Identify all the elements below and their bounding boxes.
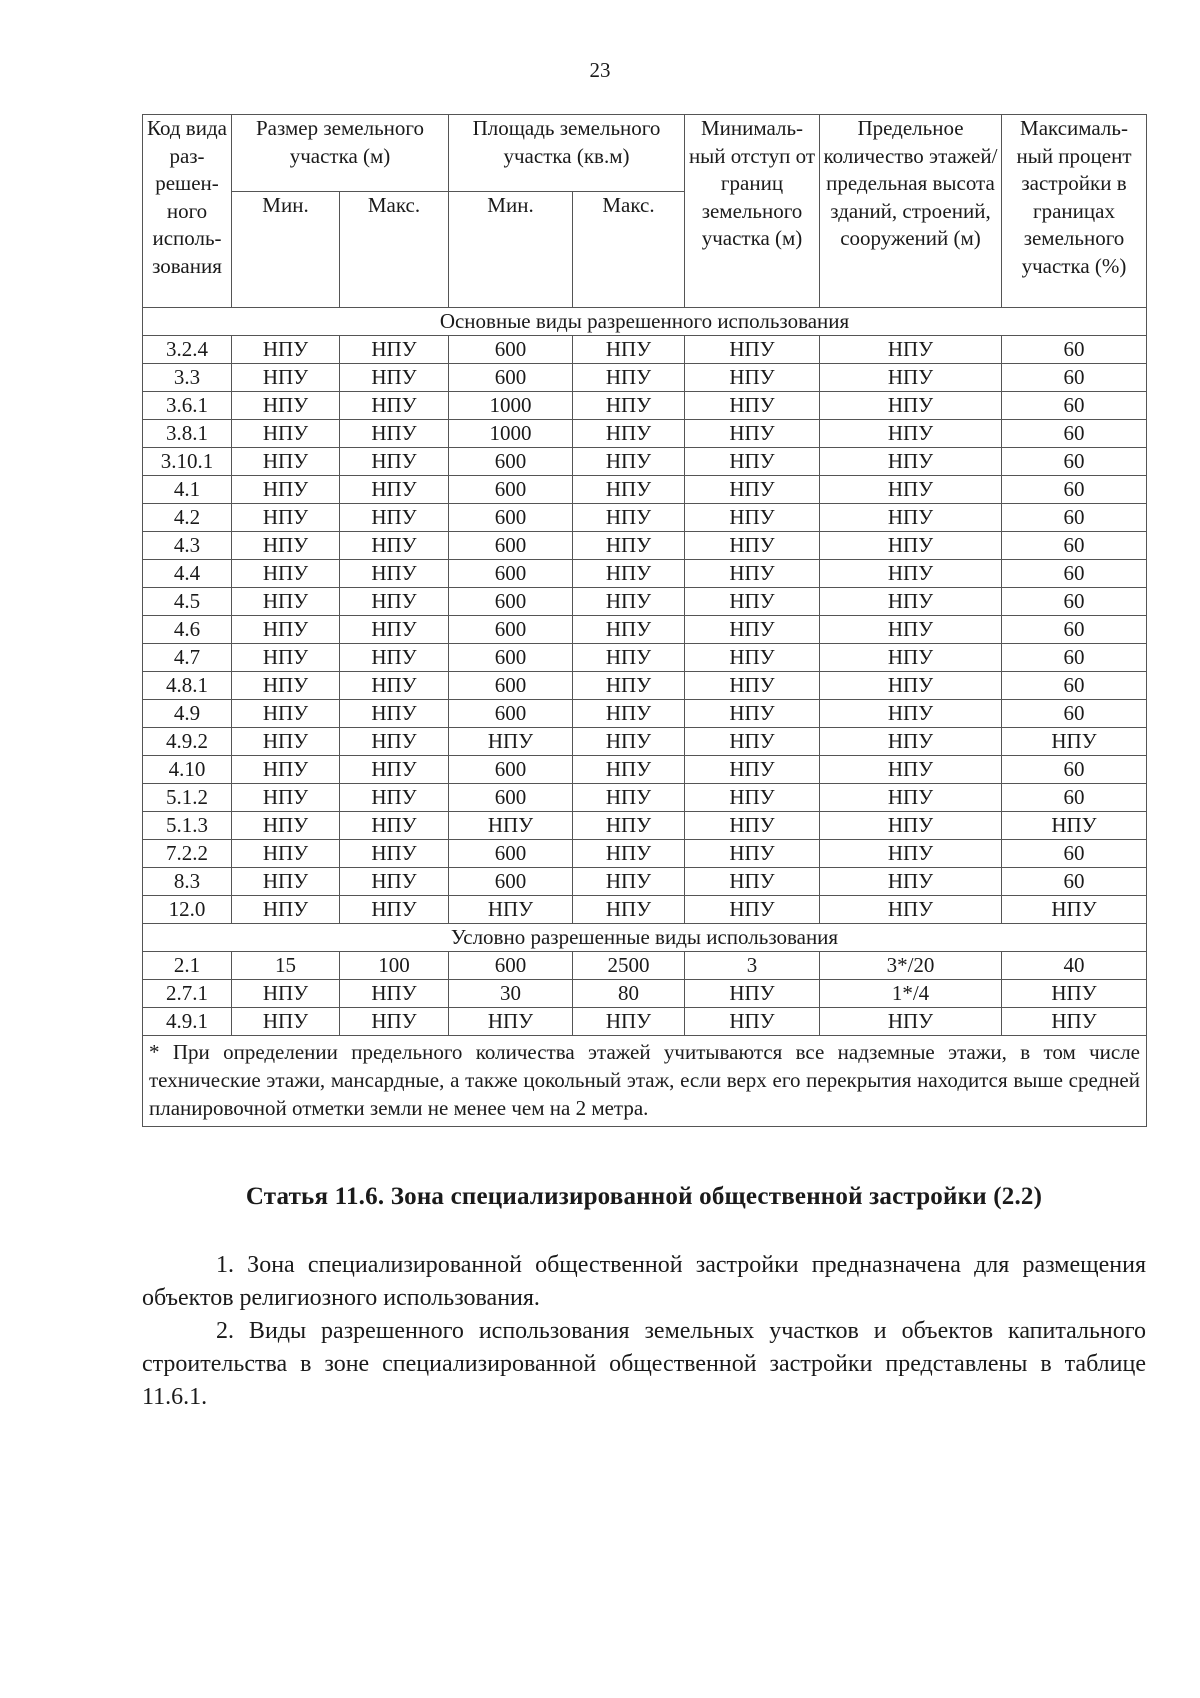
cell-size-max: НПУ xyxy=(340,672,449,700)
cell-area-min: 1000 xyxy=(449,420,573,448)
cell-floors: НПУ xyxy=(820,364,1002,392)
cell-area-max: 80 xyxy=(573,980,685,1008)
cell-coverage: 60 xyxy=(1002,784,1147,812)
cell-size-min: НПУ xyxy=(232,1008,340,1036)
table-row xyxy=(143,644,1147,672)
cell-setback: НПУ xyxy=(685,644,820,672)
cell-code: 5.1.3 xyxy=(143,812,232,840)
cell-size-min: 15 xyxy=(232,952,340,980)
cell-area-min: 1000 xyxy=(449,392,573,420)
cell-setback: НПУ xyxy=(685,700,820,728)
cell-size-min: НПУ xyxy=(232,532,340,560)
cell-coverage: 60 xyxy=(1002,420,1147,448)
cell-setback: НПУ xyxy=(685,448,820,476)
cell-floors: НПУ xyxy=(820,840,1002,868)
cell-code: 2.1 xyxy=(143,952,232,980)
cell-coverage: 60 xyxy=(1002,392,1147,420)
cell-setback: НПУ xyxy=(685,672,820,700)
cell-area-max: НПУ xyxy=(573,812,685,840)
cell-size-min: НПУ xyxy=(232,420,340,448)
cell-area-min: 600 xyxy=(449,448,573,476)
cell-area-max: НПУ xyxy=(573,728,685,756)
cell-floors: НПУ xyxy=(820,504,1002,532)
cell-code: 4.2 xyxy=(143,504,232,532)
cell-setback: НПУ xyxy=(685,784,820,812)
cell-area-min: 600 xyxy=(449,868,573,896)
cell-setback: НПУ xyxy=(685,728,820,756)
cell-code: 3.10.1 xyxy=(143,448,232,476)
header-plot-area: Площадь земельного участка (кв.м) xyxy=(449,115,685,192)
cell-coverage: 60 xyxy=(1002,700,1147,728)
cell-floors: НПУ xyxy=(820,336,1002,364)
header-max-floors: Предельное количество этажей/ предельная высота зданий, строений, сооружений (м) xyxy=(820,115,1002,308)
cell-code: 4.6 xyxy=(143,616,232,644)
cell-floors: 3*/20 xyxy=(820,952,1002,980)
cell-floors: НПУ xyxy=(820,812,1002,840)
table-body xyxy=(143,308,1147,336)
cell-size-min: НПУ xyxy=(232,476,340,504)
cell-floors: НПУ xyxy=(820,644,1002,672)
cell-code: 4.9.1 xyxy=(143,1008,232,1036)
cell-area-min: 600 xyxy=(449,504,573,532)
cell-floors: НПУ xyxy=(820,420,1002,448)
cell-setback: НПУ xyxy=(685,364,820,392)
cell-size-min: НПУ xyxy=(232,756,340,784)
table-row xyxy=(143,756,1147,784)
cell-coverage: 60 xyxy=(1002,868,1147,896)
cell-size-min: НПУ xyxy=(232,728,340,756)
header-area-max: Макс. xyxy=(573,192,685,308)
cell-area-min: 600 xyxy=(449,364,573,392)
cell-size-min: НПУ xyxy=(232,392,340,420)
paragraph-1: 1. Зона специализированной общественной застройки предназначена для размещения объектов религиозного использования. xyxy=(142,1252,1146,1311)
section-main-uses: Основные виды разрешенного использования xyxy=(143,308,1147,336)
cell-size-max: НПУ xyxy=(340,588,449,616)
table-row xyxy=(143,784,1147,812)
cell-setback: НПУ xyxy=(685,476,820,504)
cell-size-max: НПУ xyxy=(340,1008,449,1036)
cell-size-min: НПУ xyxy=(232,588,340,616)
cell-code: 4.4 xyxy=(143,560,232,588)
cell-floors: НПУ xyxy=(820,896,1002,924)
cell-coverage: 60 xyxy=(1002,616,1147,644)
cell-size-max: НПУ xyxy=(340,868,449,896)
cell-coverage: 60 xyxy=(1002,532,1147,560)
cell-code: 3.2.4 xyxy=(143,336,232,364)
cell-coverage: 60 xyxy=(1002,448,1147,476)
cell-size-max: НПУ xyxy=(340,392,449,420)
cell-code: 4.9.2 xyxy=(143,728,232,756)
cell-code: 4.8.1 xyxy=(143,672,232,700)
cell-size-max: НПУ xyxy=(340,336,449,364)
cell-area-max: НПУ xyxy=(573,392,685,420)
cell-size-max: НПУ xyxy=(340,980,449,1008)
cell-setback: НПУ xyxy=(685,868,820,896)
header-size-max: Макс. xyxy=(340,192,449,308)
cell-area-min: 600 xyxy=(449,756,573,784)
cell-setback: НПУ xyxy=(685,896,820,924)
cell-size-min: НПУ xyxy=(232,840,340,868)
cell-setback: НПУ xyxy=(685,840,820,868)
cell-code: 4.10 xyxy=(143,756,232,784)
cell-area-max: НПУ xyxy=(573,644,685,672)
cell-size-min: НПУ xyxy=(232,672,340,700)
cell-coverage: НПУ xyxy=(1002,728,1147,756)
cell-size-min: НПУ xyxy=(232,616,340,644)
cell-floors: НПУ xyxy=(820,756,1002,784)
paragraph-2: 2. Виды разрешенного использования земельных участков и объектов капитального строительства в зоне специализированной общественной застройки представлены в таблице 11.6.1. xyxy=(142,1318,1146,1410)
table-row xyxy=(143,672,1147,700)
cell-setback: НПУ xyxy=(685,756,820,784)
cell-size-max: НПУ xyxy=(340,784,449,812)
cell-code: 4.1 xyxy=(143,476,232,504)
cell-area-max: НПУ xyxy=(573,448,685,476)
cell-size-max: НПУ xyxy=(340,504,449,532)
cell-area-min: 600 xyxy=(449,476,573,504)
cell-size-min: НПУ xyxy=(232,784,340,812)
cell-area-max: НПУ xyxy=(573,616,685,644)
cell-setback: НПУ xyxy=(685,588,820,616)
cell-floors: НПУ xyxy=(820,868,1002,896)
table-row xyxy=(143,532,1147,560)
cell-setback: НПУ xyxy=(685,532,820,560)
cell-size-min: НПУ xyxy=(232,504,340,532)
cell-area-max: НПУ xyxy=(573,504,685,532)
cell-size-max: НПУ xyxy=(340,420,449,448)
cell-floors: НПУ xyxy=(820,588,1002,616)
cell-area-min: НПУ xyxy=(449,1008,573,1036)
table-footnote-body xyxy=(143,1036,1147,1127)
table-header xyxy=(143,115,1147,308)
cell-size-min: НПУ xyxy=(232,336,340,364)
cell-size-min: НПУ xyxy=(232,868,340,896)
cell-coverage: НПУ xyxy=(1002,1008,1147,1036)
cell-coverage: НПУ xyxy=(1002,980,1147,1008)
cell-size-max: НПУ xyxy=(340,560,449,588)
cell-size-min: НПУ xyxy=(232,700,340,728)
cell-coverage: 60 xyxy=(1002,756,1147,784)
rows-conditional xyxy=(143,952,1147,1036)
cell-size-min: НПУ xyxy=(232,448,340,476)
cell-size-max: НПУ xyxy=(340,532,449,560)
cell-area-min: 600 xyxy=(449,532,573,560)
cell-code: 2.7.1 xyxy=(143,980,232,1008)
cell-area-max: НПУ xyxy=(573,700,685,728)
table-row xyxy=(143,476,1147,504)
cell-setback: НПУ xyxy=(685,504,820,532)
cell-floors: НПУ xyxy=(820,560,1002,588)
cell-setback: НПУ xyxy=(685,980,820,1008)
table-row xyxy=(143,840,1147,868)
cell-setback: НПУ xyxy=(685,560,820,588)
cell-code: 4.7 xyxy=(143,644,232,672)
cell-area-max: НПУ xyxy=(573,532,685,560)
cell-size-max: НПУ xyxy=(340,448,449,476)
cell-coverage: 60 xyxy=(1002,364,1147,392)
cell-area-min: 600 xyxy=(449,616,573,644)
cell-size-max: НПУ xyxy=(340,840,449,868)
cell-coverage: 60 xyxy=(1002,588,1147,616)
cell-area-max: НПУ xyxy=(573,868,685,896)
cell-coverage: 60 xyxy=(1002,504,1147,532)
cell-coverage: НПУ xyxy=(1002,812,1147,840)
cell-code: 8.3 xyxy=(143,868,232,896)
cell-area-max: НПУ xyxy=(573,784,685,812)
table-row xyxy=(143,560,1147,588)
cell-code: 3.6.1 xyxy=(143,392,232,420)
table-row xyxy=(143,448,1147,476)
cell-floors: НПУ xyxy=(820,784,1002,812)
cell-area-max: НПУ xyxy=(573,364,685,392)
cell-area-min: НПУ xyxy=(449,812,573,840)
table-row xyxy=(143,868,1147,896)
cell-coverage: 60 xyxy=(1002,476,1147,504)
cell-size-max: НПУ xyxy=(340,896,449,924)
cell-size-max: НПУ xyxy=(340,476,449,504)
cell-size-min: НПУ xyxy=(232,644,340,672)
table-row xyxy=(143,364,1147,392)
cell-floors: НПУ xyxy=(820,532,1002,560)
cell-coverage: 60 xyxy=(1002,672,1147,700)
cell-coverage: НПУ xyxy=(1002,896,1147,924)
cell-size-min: НПУ xyxy=(232,560,340,588)
cell-area-min: НПУ xyxy=(449,728,573,756)
cell-area-min: 600 xyxy=(449,952,573,980)
cell-area-max: НПУ xyxy=(573,672,685,700)
cell-floors: НПУ xyxy=(820,448,1002,476)
cell-area-min: 600 xyxy=(449,336,573,364)
cell-area-max: НПУ xyxy=(573,840,685,868)
cell-area-max: НПУ xyxy=(573,560,685,588)
cell-area-max: НПУ xyxy=(573,420,685,448)
cell-coverage: 60 xyxy=(1002,336,1147,364)
cell-code: 7.2.2 xyxy=(143,840,232,868)
table-row xyxy=(143,1008,1147,1036)
table-row xyxy=(143,952,1147,980)
cell-floors: НПУ xyxy=(820,392,1002,420)
cell-area-min: 600 xyxy=(449,700,573,728)
cell-size-min: НПУ xyxy=(232,364,340,392)
cell-size-min: НПУ xyxy=(232,812,340,840)
table-row xyxy=(143,980,1147,1008)
table-row xyxy=(143,700,1147,728)
cell-setback: НПУ xyxy=(685,336,820,364)
header-size-min: Мин. xyxy=(232,192,340,308)
cell-size-min: НПУ xyxy=(232,980,340,1008)
table-row xyxy=(143,812,1147,840)
cell-floors: НПУ xyxy=(820,1008,1002,1036)
table-row xyxy=(143,588,1147,616)
page-number: 23 xyxy=(589,58,611,82)
land-use-parameters-table xyxy=(142,114,1147,1127)
cell-area-max: НПУ xyxy=(573,896,685,924)
cell-size-max: 100 xyxy=(340,952,449,980)
cell-area-max: НПУ xyxy=(573,756,685,784)
cell-setback: НПУ xyxy=(685,392,820,420)
cell-coverage: 60 xyxy=(1002,560,1147,588)
cell-setback: НПУ xyxy=(685,616,820,644)
cell-size-max: НПУ xyxy=(340,616,449,644)
cell-code: 4.5 xyxy=(143,588,232,616)
cell-area-min: 600 xyxy=(449,840,573,868)
header-code: Код вида раз-решен-ного исполь-зования xyxy=(143,115,232,308)
cell-floors: НПУ xyxy=(820,616,1002,644)
table-body-conditional xyxy=(143,924,1147,952)
rows-main xyxy=(143,336,1147,924)
cell-setback: НПУ xyxy=(685,1008,820,1036)
cell-floors: 1*/4 xyxy=(820,980,1002,1008)
cell-size-max: НПУ xyxy=(340,812,449,840)
cell-area-min: НПУ xyxy=(449,896,573,924)
cell-setback: НПУ xyxy=(685,812,820,840)
cell-area-max: 2500 xyxy=(573,952,685,980)
cell-size-max: НПУ xyxy=(340,728,449,756)
cell-area-min: 30 xyxy=(449,980,573,1008)
cell-coverage: 40 xyxy=(1002,952,1147,980)
table-row xyxy=(143,336,1147,364)
header-area-min: Мин. xyxy=(449,192,573,308)
table-row xyxy=(143,504,1147,532)
cell-coverage: 60 xyxy=(1002,644,1147,672)
table-row xyxy=(143,616,1147,644)
article-title: Статья 11.6. Зона специализированной общественной застройки (2.2) xyxy=(245,1183,1043,1210)
section-conditional-uses: Условно разрешенные виды использования xyxy=(143,924,1147,952)
cell-area-max: НПУ xyxy=(573,588,685,616)
cell-code: 3.3 xyxy=(143,364,232,392)
header-min-setback: Минималь-ный отступ от границ земельного участка (м) xyxy=(685,115,820,308)
cell-floors: НПУ xyxy=(820,476,1002,504)
cell-area-min: 600 xyxy=(449,784,573,812)
cell-area-min: 600 xyxy=(449,672,573,700)
cell-size-min: НПУ xyxy=(232,896,340,924)
cell-area-max: НПУ xyxy=(573,476,685,504)
cell-code: 4.3 xyxy=(143,532,232,560)
cell-coverage: 60 xyxy=(1002,840,1147,868)
table-row xyxy=(143,728,1147,756)
cell-setback: 3 xyxy=(685,952,820,980)
cell-code: 12.0 xyxy=(143,896,232,924)
header-max-coverage: Максималь-ный процент застройки в границах земельного участка (%) xyxy=(1002,115,1147,308)
cell-code: 5.1.2 xyxy=(143,784,232,812)
cell-floors: НПУ xyxy=(820,672,1002,700)
cell-area-max: НПУ xyxy=(573,1008,685,1036)
table-row xyxy=(143,420,1147,448)
table-row xyxy=(143,392,1147,420)
cell-area-min: 600 xyxy=(449,588,573,616)
cell-area-max: НПУ xyxy=(573,336,685,364)
cell-area-min: 600 xyxy=(449,560,573,588)
cell-size-max: НПУ xyxy=(340,756,449,784)
cell-code: 3.8.1 xyxy=(143,420,232,448)
cell-floors: НПУ xyxy=(820,728,1002,756)
cell-size-max: НПУ xyxy=(340,700,449,728)
cell-size-max: НПУ xyxy=(340,644,449,672)
table-row xyxy=(143,896,1147,924)
cell-area-min: 600 xyxy=(449,644,573,672)
cell-code: 4.9 xyxy=(143,700,232,728)
cell-floors: НПУ xyxy=(820,700,1002,728)
header-plot-size: Размер земельного участка (м) xyxy=(232,115,449,192)
table-footnote: * При определении предельного количества этажей учитываются все надземные этажи, в том числе технические этажи, мансардные, а также цокольный этаж, если верх его перекрытия находится выше средней планировочной отметки земли не менее чем на 2 метра. xyxy=(143,1036,1147,1127)
cell-size-max: НПУ xyxy=(340,364,449,392)
cell-setback: НПУ xyxy=(685,420,820,448)
